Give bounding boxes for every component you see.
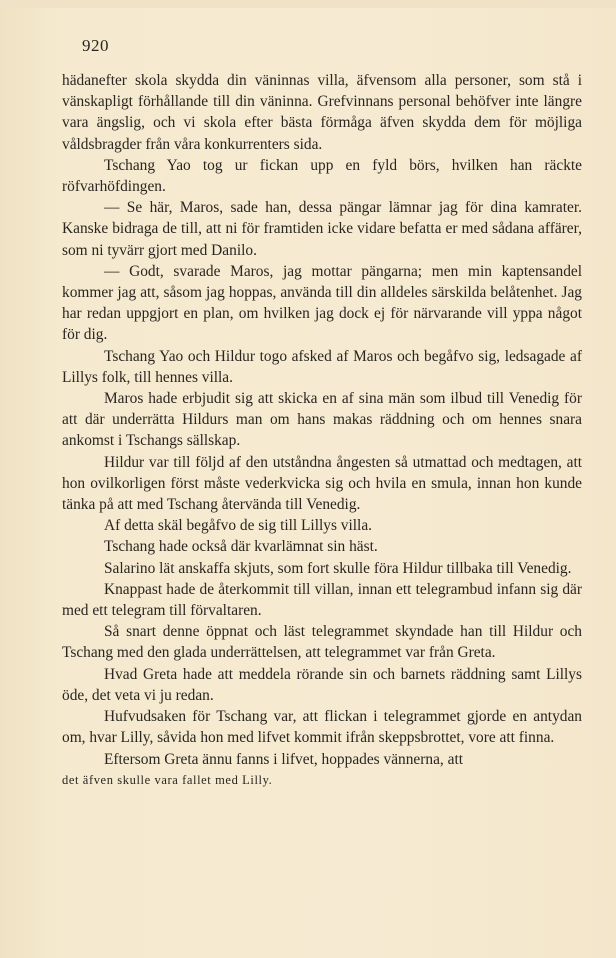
paragraph: Tschang Yao tog ur fickan upp en fyld börs, hvilken han räckte röfvarhöfdingen. [62,156,582,196]
body-text [62,70,582,791]
paragraph: Hvad Greta hade att meddela rörande sin och barnets räddning samt Lillys öde, det veta vi ju redan. [62,665,582,704]
paragraph: Af detta skäl begåfvo de sig till Lillys villa. [104,517,372,535]
paragraph: Eftersom Greta ännu fanns i lifvet, hoppades vännerna, att [104,750,463,768]
paragraph: — Se här, Maros, sade han, dessa pängar lämnar jag för dina kamrater. Kanske bidraga de till, att ni för framtiden icke vidare befatta er med sådana affärer, som ni tyvärr gjort med Danilo. [62,199,582,259]
paragraph: Tschang hade också där kvarlämnat sin häst. [104,538,378,556]
paragraph: Knappast hade de återkommit till villan, innan ett telegrambud infann sig där med ett telegram till förvaltaren. [62,580,582,620]
paragraph: — Godt, svarade Maros, jag mottar pängarna; men min kaptensandel kommer jag att, såsom jag hoppas, använda till din alldeles särskilda belåtenhet. Jag har redan uppgjort en plan, om hvilken jag dock ej för närvarande vill yppa något för dig. [62,262,582,344]
paragraph: hädanefter skola skydda din väninnas villa, äfvensom alla personer, som stå i vänskapligt förhållande till din väninna. Grefvinnans personal behöfver inte längre vara ängslig, och vi skola efter bästa förmåga äfven skydda dem för möjliga våldsbragder från våra konkurrenters sida. [62,72,582,153]
paragraph: Salarino lät anskaffa skjuts, som fort skulle föra Hildur tillbaka till Venedig. [104,559,572,577]
paragraph: Maros hade erbjudit sig att skicka en af sina män som ilbud till Venedig för att där underrätta Hildurs man om hans makas räddning och om hennes snara ankomst i Tschangs sällskap. [62,390,582,450]
paragraph: Tschang Yao och Hildur togo afsked af Maros och begåfvo sig, ledsagade af Lillys folk, till hennes villa. [62,347,582,386]
last-line: det äfven skulle vara fallet med Lilly. [62,772,273,787]
paragraph: Hufvudsaken för Tschang var, att flickan i telegrammet gjorde en antydan om, hvar Lilly, såvida hon med lifvet kommit ifrån skeppsbrottet, vore att finna. [62,708,582,747]
paragraph: Hildur var till följd af den utståndna ångesten så utmattad och medtagen, att hon ovilkorligen först måste vederkvicka sig och hvila en smula, innan hon kunde tänka på att med Tschang återvända till Venedig. [62,453,582,514]
top-edge [0,0,616,8]
page-number: 920 [82,36,109,55]
paragraph: Så snart denne öppnat och läst telegrammet skyndade han till Hildur och Tschang med den glada underrättelsen, att telegrammet var från Greta. [62,623,582,662]
